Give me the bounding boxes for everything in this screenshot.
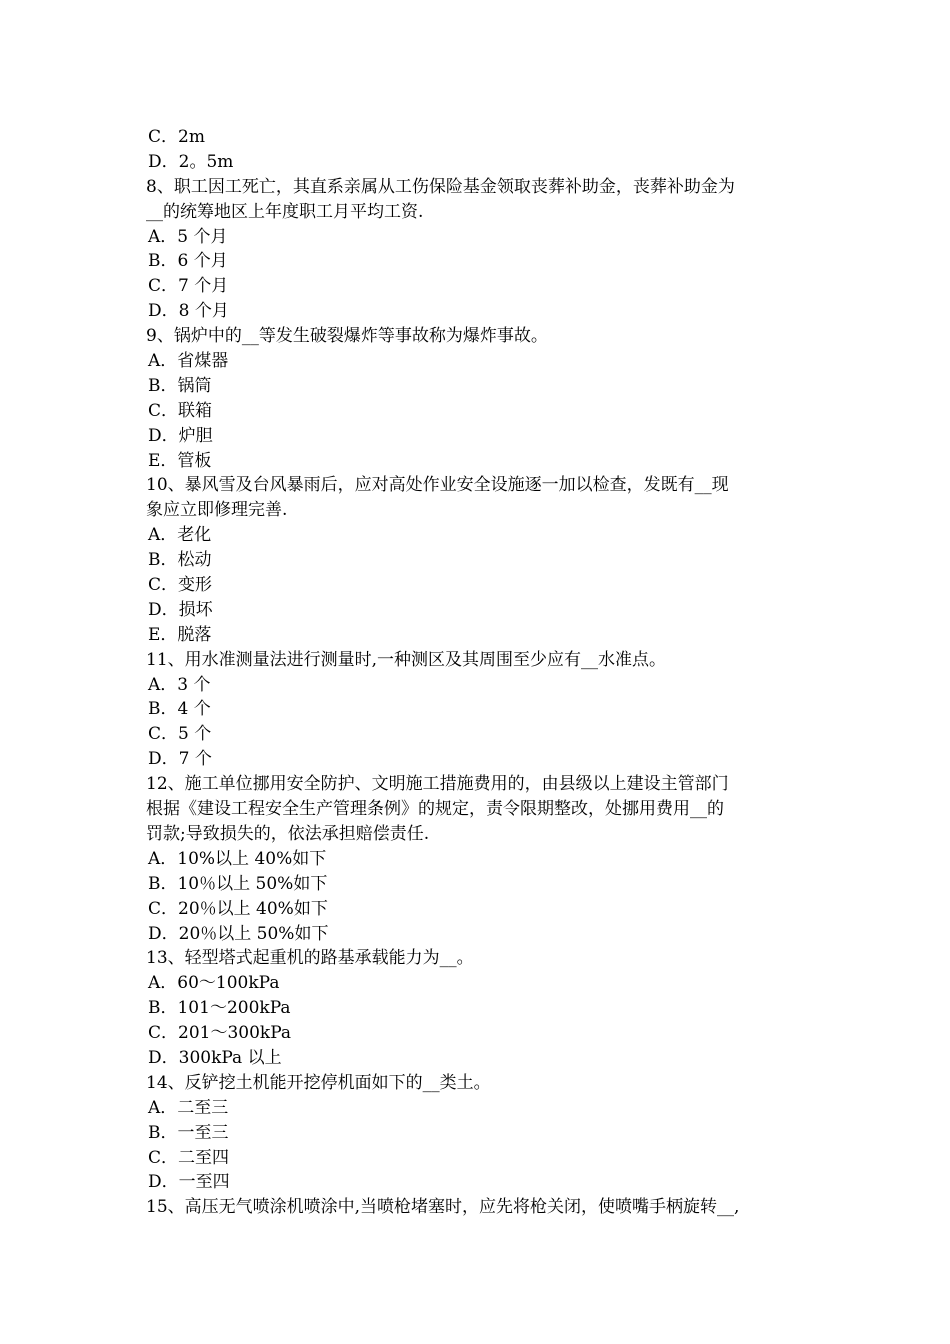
answer-option: B．101～200kPa (148, 998, 291, 1019)
answer-option: C．二至四 (148, 1147, 230, 1168)
answer-option: B．10％以上 50%如下 (148, 873, 328, 894)
question-text: 13、轻型塔式起重机的路基承载能力为__。 (146, 948, 474, 969)
document-body (146, 125, 810, 1220)
question-text: 14、反铲挖土机能开挖停机面如下的__类土。 (146, 1072, 491, 1093)
answer-option: D．炉胆 (148, 425, 213, 446)
answer-option: B．一至三 (148, 1122, 229, 1143)
question-text: 10、暴风雪及台风暴雨后，应对高处作业安全设施逐一加以检查，发既有__现 (146, 475, 729, 496)
question-text: 8、职工因工死亡，其直系亲属从工伤保险基金领取丧葬补助金，丧葬补助金为 (146, 176, 735, 197)
answer-option: D．8 个月 (148, 301, 229, 322)
question-text: 根据《建设工程安全生产管理条例》的规定，责令限期整改，处挪用费用__的 (146, 799, 724, 820)
question-text: 11、用水准测量法进行测量时,一种测区及其周围至少应有__水准点。 (146, 649, 667, 670)
answer-option: E．管板 (148, 450, 212, 471)
answer-option: C．5 个 (148, 724, 212, 745)
answer-option: E．脱落 (148, 624, 212, 645)
question-text: 12、施工单位挪用安全防护、文明施工措施费用的，由县级以上建设主管部门 (146, 774, 729, 795)
answer-option: D．一至四 (148, 1172, 230, 1193)
answer-option: B．松动 (148, 550, 212, 571)
question-text: __的统筹地区上年度职工月平均工资. (146, 201, 424, 222)
answer-option: A．二至三 (148, 1097, 229, 1118)
question-text: 罚款;导致损失的，依法承担赔偿责任. (146, 823, 430, 844)
question-text: 15、高压无气喷涂机喷涂中,当喷枪堵塞时，应先将枪关闭，使喷嘴手柄旋转__, (146, 1197, 740, 1218)
answer-option: D．7 个 (148, 749, 212, 770)
answer-option: A．10%以上 40%如下 (148, 848, 327, 869)
answer-option: D．2。5m (148, 151, 234, 172)
answer-option: C．20％以上 40%如下 (148, 898, 328, 919)
answer-option: A．老化 (148, 525, 212, 546)
answer-option: B．6 个月 (148, 251, 228, 272)
answer-option: D．20％以上 50%如下 (148, 923, 329, 944)
answer-option: A．3 个 (148, 674, 211, 695)
answer-option: A．60～100kPa (148, 973, 280, 994)
answer-option: D．300kPa 以上 (148, 1047, 282, 1068)
answer-option: D．损坏 (148, 599, 213, 620)
answer-option: C．7 个月 (148, 276, 229, 297)
answer-option: B．锅筒 (148, 375, 212, 396)
answer-option: C．201～300kPa (148, 1023, 292, 1044)
question-text: 象应立即修理完善. (146, 500, 288, 521)
answer-option: B．4 个 (148, 699, 211, 720)
answer-option: A．省煤器 (148, 351, 229, 372)
answer-option: C．联箱 (148, 400, 213, 421)
question-text: 9、锅炉中的__等发生破裂爆炸等事故称为爆炸事故。 (146, 326, 548, 347)
answer-option: C．变形 (148, 575, 213, 596)
answer-option: A．5 个月 (148, 226, 228, 247)
answer-option: C．2m (148, 127, 205, 147)
